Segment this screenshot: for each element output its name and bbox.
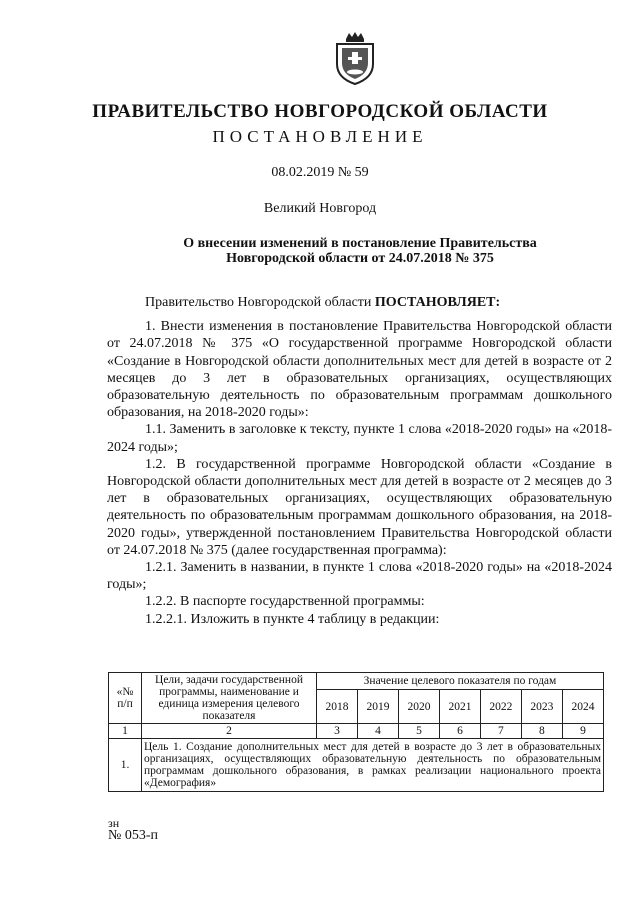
year-cell: 2023 <box>521 690 562 724</box>
index-cell: 5 <box>398 724 439 739</box>
index-cell: 3 <box>317 724 358 739</box>
table-index-row <box>109 724 604 739</box>
decree-body <box>107 294 612 628</box>
targets-table <box>108 672 604 792</box>
heading-line-2: Новгородской области от 24.07.2018 № 375 <box>226 251 494 266</box>
year-cell: 2020 <box>398 690 439 724</box>
document-heading <box>150 236 570 266</box>
paragraph-1-2: 1.2. В государственной программе Новгородской области «Создание в Новгородской области дополнительных мест для детей в возрасте от 2 месяцев до 3 лет в образовательных организациях, осуществляющих образовательную деятельность по образовательным программам дошкольного образования, на 2018-2020 годы», утвержденной постановлением Правительства Новгородской области от 24.07.2018 № 375 (далее государственная программа): <box>107 456 612 558</box>
index-cell: 4 <box>357 724 398 739</box>
document-type: ПОСТАНОВЛЕНИЕ <box>212 127 428 146</box>
year-cell: 2019 <box>357 690 398 724</box>
goal-text: Цель 1. Создание дополнительных мест для детей в возрасте до 3 лет в образовательных организациях, осуществляющих образовательную деятельность по образовательным программам дошкольного образования, в рамках реализации национального проекта «Демография» <box>142 739 604 792</box>
year-cell: 2022 <box>480 690 521 724</box>
heading-line-1: О внесении изменений в постановление Правительства <box>183 236 537 251</box>
header-values: Значение целевого показателя по годам <box>317 673 604 690</box>
intro-text: Правительство Новгородской области <box>145 295 375 310</box>
header-goal: Цели, задачи государственной программы, наименование и единица измерения целевого показателя <box>142 673 317 724</box>
row-number: 1. <box>109 739 142 792</box>
footer-document-number: № 053-п <box>108 828 159 843</box>
table-row <box>109 739 604 792</box>
index-cell: 8 <box>521 724 562 739</box>
paragraph-1-1: 1.1. Заменить в заголовке к тексту, пункте 1 слова «2018-2020 годы» на «2018-2024 годы»; <box>107 422 612 455</box>
index-cell: 7 <box>480 724 521 739</box>
intro-resolves: ПОСТАНОВЛЯЕТ: <box>374 295 501 310</box>
coat-of-arms-icon <box>333 30 377 86</box>
index-cell: 1 <box>109 724 142 739</box>
table-header-row <box>109 673 604 690</box>
year-cell: 2021 <box>439 690 480 724</box>
paragraph-1: 1. Внести изменения в постановление Правительства Новгородской области от 24.07.2018 № 375 «О государственной программе Новгородской области «Создание в Новгородской области дополнительных мест для детей в возрасте от 2 месяцев до 3 лет в образовательных организациях, осуществляющих образовательную деятельность по образовательным программам дошкольного образования, на 2018-2020 годы»: <box>107 319 612 421</box>
index-cell: 9 <box>562 724 603 739</box>
footer-code: зн <box>108 816 120 830</box>
index-cell: 2 <box>142 724 317 739</box>
city-name: Великий Новгород <box>263 201 377 216</box>
year-cell: 2024 <box>562 690 603 724</box>
intro-paragraph <box>107 294 612 311</box>
paragraph-1-2-2: 1.2.2. В паспорте государственной программы: <box>145 594 425 610</box>
paragraph-1-2-1: 1.2.1. Заменить в названии, в пункте 1 слова «2018-2020 годы» на «2018-2024 годы»; <box>107 560 612 593</box>
year-cell: 2018 <box>317 690 358 724</box>
header-number: «№ п/п <box>109 673 142 724</box>
government-title: ПРАВИТЕЛЬСТВО НОВГОРОДСКОЙ ОБЛАСТИ <box>92 101 548 122</box>
date-and-number: 08.02.2019 № 59 <box>271 165 369 180</box>
index-cell: 6 <box>439 724 480 739</box>
paragraph-1-2-2-1: 1.2.2.1. Изложить в пункте 4 таблицу в редакции: <box>145 611 440 627</box>
